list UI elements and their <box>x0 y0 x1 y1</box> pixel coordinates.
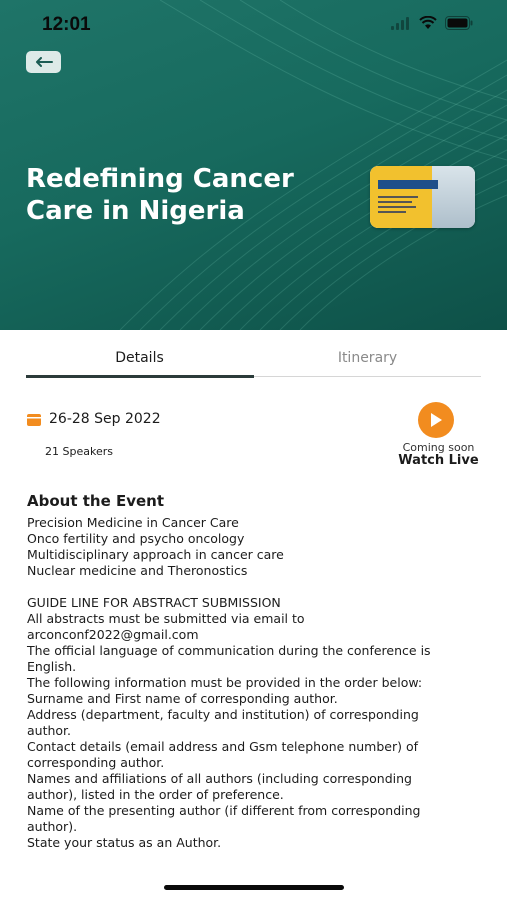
home-indicator[interactable] <box>164 885 344 890</box>
description-line: GUIDE LINE FOR ABSTRACT SUBMISSION <box>27 595 281 610</box>
tab-itinerary[interactable]: Itinerary <box>337 350 398 366</box>
battery-icon <box>445 16 473 30</box>
event-title: Redefining Cancer Care in Nigeria <box>26 164 294 226</box>
description-line: Nuclear medicine and Theronostics <box>27 563 248 578</box>
watch-live-label[interactable]: Watch Live <box>398 453 479 468</box>
event-poster-thumbnail[interactable] <box>370 166 475 228</box>
description-line: Multidisciplinary approach in cancer care <box>27 547 284 562</box>
status-time: 12:01 <box>42 14 91 35</box>
description-line: author), listed in the order of preference. <box>27 787 284 802</box>
description-line: author. <box>27 723 72 738</box>
coming-soon-label: Coming soon <box>402 441 475 454</box>
description-line: Names and affiliations of all authors (including corresponding <box>27 771 412 786</box>
tab-details[interactable]: Details <box>115 350 164 366</box>
description-line: corresponding author. <box>27 755 165 770</box>
description-spacer <box>27 579 487 595</box>
description-line: The official language of communication during the conference is <box>27 643 431 658</box>
description-line: State your status as an Author. <box>27 835 222 850</box>
event-date: 26-28 Sep 2022 <box>49 411 161 427</box>
status-icons <box>391 16 473 30</box>
description-line: author). <box>27 819 78 834</box>
back-button[interactable] <box>26 51 61 73</box>
description-line: The following information must be provided in the order below: <box>27 675 423 690</box>
play-icon <box>429 412 443 428</box>
watch-live-button[interactable] <box>418 402 454 438</box>
description-line: Surname and First name of corresponding author. <box>27 691 338 706</box>
calendar-icon <box>27 413 41 426</box>
description-line: All abstracts must be submitted via email to <box>27 611 305 626</box>
description-line: Onco fertility and psycho oncology <box>27 531 245 546</box>
description-line: Contact details (email address and Gsm telephone number) of <box>27 739 418 754</box>
wifi-icon <box>419 16 437 30</box>
tab-active-indicator <box>26 375 254 378</box>
about-heading: About the Event <box>27 492 165 510</box>
description-line: Name of the presenting author (if different from corresponding <box>27 803 421 818</box>
signal-icon <box>391 16 411 30</box>
tab-bar <box>26 340 481 378</box>
status-bar <box>0 0 507 52</box>
email-link[interactable]: arconconf2022@gmail.com <box>27 627 199 642</box>
event-date-row <box>27 411 161 427</box>
about-description <box>27 515 487 851</box>
description-line: Precision Medicine in Cancer Care <box>27 515 239 530</box>
arrow-left-icon <box>35 57 53 67</box>
event-header <box>0 0 507 330</box>
description-line: English. <box>27 659 77 674</box>
speakers-count[interactable]: 21 Speakers <box>45 445 113 458</box>
description-line: Address (department, faculty and institution) of corresponding <box>27 707 419 722</box>
